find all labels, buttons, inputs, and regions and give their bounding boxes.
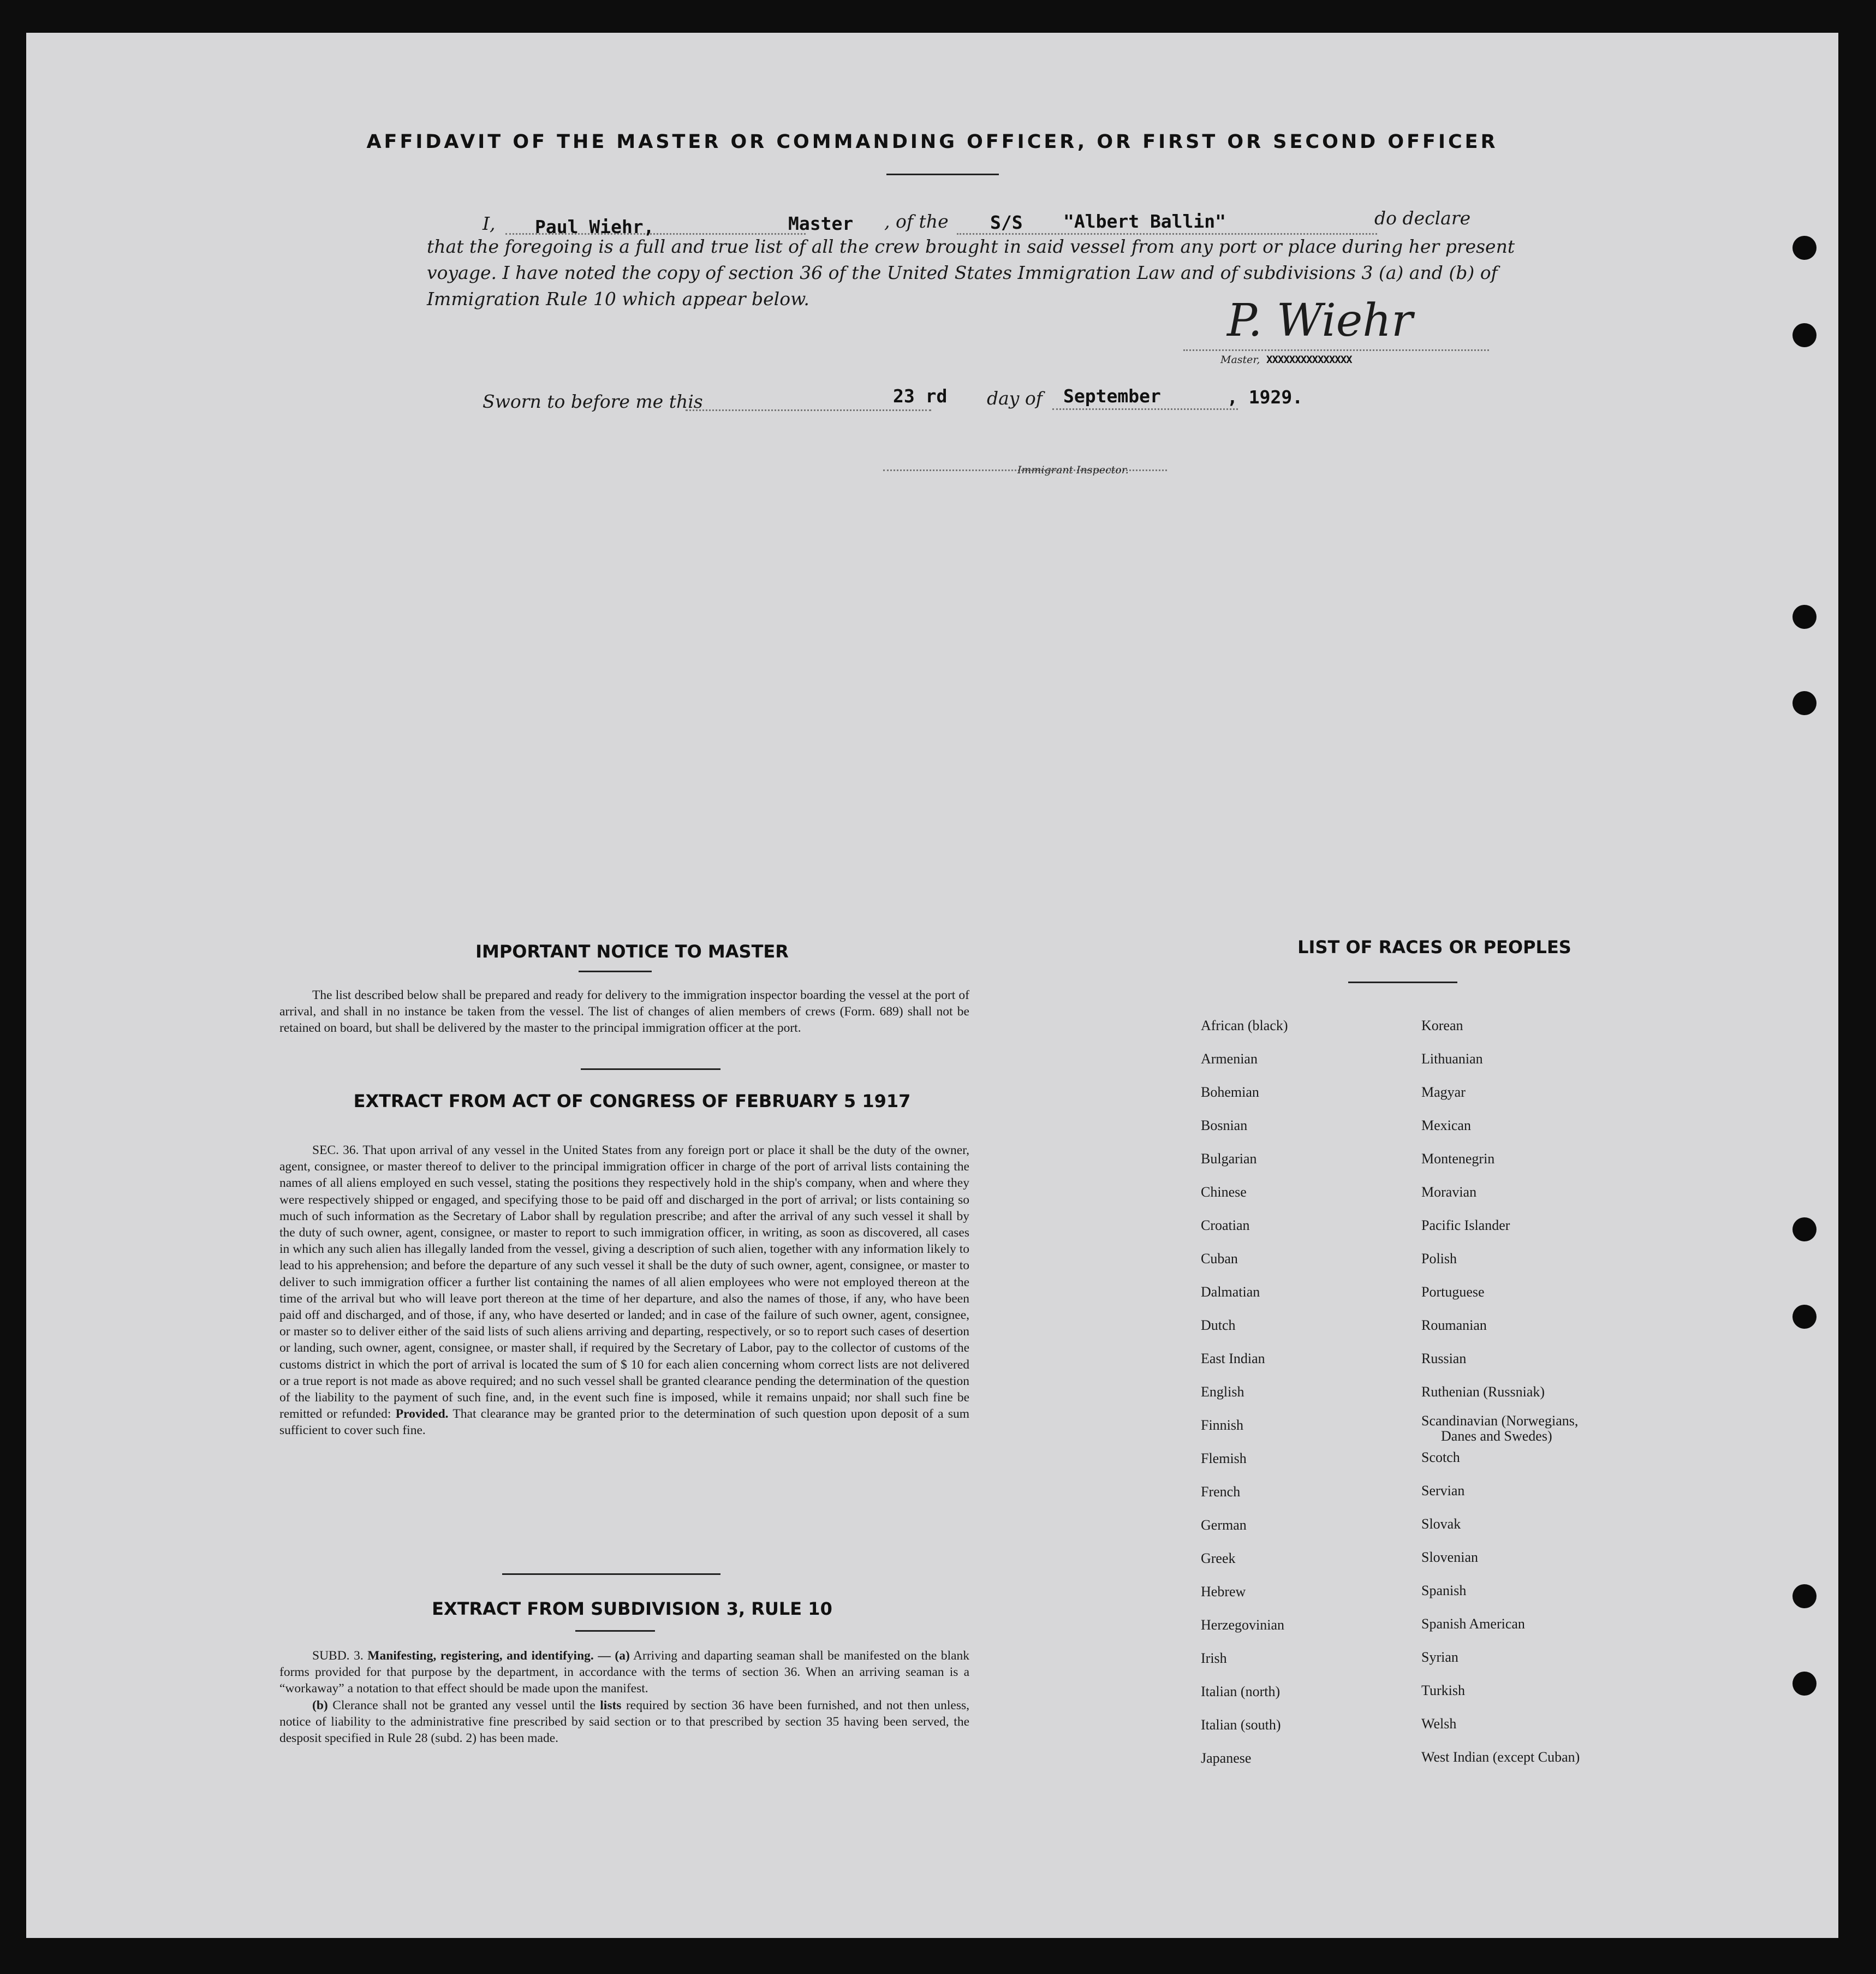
- race-item: Flemish: [1201, 1450, 1247, 1466]
- race-item: Spanish: [1421, 1583, 1467, 1598]
- affidavit-line-2: that the foregoing is a full and true list of all the crew brought in said vessel from any port or place during her present: [427, 236, 1515, 257]
- race-item: Italian (south): [1201, 1717, 1281, 1733]
- race-item: Bosnian: [1201, 1117, 1248, 1133]
- notice-title: IMPORTANT NOTICE TO MASTER: [475, 941, 789, 962]
- punch-hole: [1792, 323, 1817, 347]
- race-item: German: [1201, 1517, 1247, 1533]
- race-item: Welsh: [1421, 1716, 1457, 1732]
- sworn-year: , 1929.: [1227, 387, 1303, 408]
- race-item: Spanish American: [1421, 1616, 1525, 1632]
- punch-hole: [1792, 1672, 1817, 1696]
- rule10-title: EXTRACT FROM SUBDIVISION 3, RULE 10: [432, 1598, 832, 1619]
- race-item: East Indian: [1201, 1351, 1265, 1366]
- race-item: Danes and Swedes): [1441, 1428, 1552, 1444]
- punch-hole: [1792, 691, 1817, 715]
- race-item: Roumanian: [1421, 1317, 1487, 1333]
- rule10-text: SUBD. 3. Manifesting, registering, and identifying. — (a) Arriving and daparting seaman shall be manifested on the blank forms provided for that purpose by the department, in accordance with the terms of section 36. When an arriving seaman is a “workaway” a notation to that effect should be made upon the manifest. (b) Clerance shall not be granted any vessel until the lists required by section 36 have been furnished, and not then unless, notice of liability to the administrative fine prescribed by said section or to that prescribed by section 35 having been served, the desposit specified in Rule 28 (subd. 2) has been made.: [279, 1649, 970, 1746]
- notice-text: The list described below shall be prepared and ready for delivery to the immigration inspector boarding the vessel at the port of arrival, and shall in no instance be taken from the vessel. The list of changes of alien members of crews (Form. 689) shall not be retained on board, but shall be delivered by the master to the principal immigration officer at the port.: [279, 988, 969, 1036]
- race-item: Mexican: [1421, 1117, 1471, 1133]
- race-item: African (black): [1201, 1018, 1288, 1033]
- affidavit-line-3: voyage. I have noted the copy of section 36 of the United States Immigration Law and of subdivisions 3 (a) and (b) of: [427, 262, 1498, 283]
- race-item: Cuban: [1201, 1251, 1238, 1267]
- race-item: Polish: [1421, 1251, 1457, 1267]
- section-divider: [502, 1573, 720, 1575]
- race-item: Portuguese: [1421, 1284, 1485, 1300]
- day-of-label: day of: [987, 388, 1043, 409]
- master-name: Paul Wiehr,: [535, 216, 654, 237]
- master-rank: Master: [788, 213, 854, 234]
- punch-hole: [1792, 236, 1817, 260]
- race-item: French: [1201, 1484, 1241, 1500]
- title-divider: [886, 174, 999, 175]
- race-item: Greek: [1201, 1550, 1236, 1566]
- punch-hole: [1792, 1217, 1817, 1241]
- race-item: Armenian: [1201, 1051, 1258, 1067]
- race-item: Italian (north): [1201, 1684, 1281, 1699]
- master-label: Master,: [1220, 354, 1260, 366]
- inspector-label: Immigrant Inspector.: [1017, 464, 1129, 476]
- race-item: Scotch: [1421, 1449, 1460, 1465]
- race-item: Bohemian: [1201, 1084, 1259, 1100]
- affidavit-title: AFFIDAVIT OF THE MASTER OR COMMANDING OFFICER, OR FIRST OR SECOND OFFICER: [366, 131, 1498, 153]
- race-item: Russian: [1421, 1351, 1467, 1366]
- race-item: Pacific Islander: [1421, 1217, 1510, 1233]
- master-signature: P. Wiehr: [1227, 295, 1413, 347]
- race-item: Moravian: [1421, 1184, 1477, 1200]
- race-item: Croatian: [1201, 1217, 1250, 1233]
- punch-hole: [1792, 605, 1817, 629]
- section-divider: [581, 1068, 720, 1070]
- sworn-day: 23 rd: [893, 385, 948, 407]
- race-item: West Indian (except Cuban): [1421, 1749, 1580, 1765]
- struck-out-text: XXXXXXXXXXXXXXX: [1266, 354, 1352, 366]
- race-item: English: [1201, 1384, 1244, 1400]
- race-item: Finnish: [1201, 1417, 1244, 1433]
- race-item: Slovenian: [1421, 1549, 1478, 1565]
- race-item: Syrian: [1421, 1649, 1458, 1665]
- race-item: Slovak: [1421, 1516, 1461, 1532]
- sworn-month: September: [1063, 385, 1161, 407]
- race-item: Bulgarian: [1201, 1151, 1257, 1167]
- race-item: Hebrew: [1201, 1584, 1246, 1600]
- act-text: SEC. 36. That upon arrival of any vessel in the United States from any foreign port or place it shall be the duty of the owner, agent, consignee, or master thereof to deliver to the principal immigration officer in charge of the port of arrival lists containing the names of all aliens employed en such vessel, stating the positions they respectively hold in the ship's company, when and where they were respectively shipped or engaged, and specifying those to be paid off and discharged in the port of arrival; or lists containing so much of such information as the Secretary of Labor shall by regulation prescribe; and after the arrival of any such vessel it shall by the duty of such owner, agent, consignee, or master to report to such immigration officer, in writing, as soon as discovered, all cases in which any such alien has illegally landed from the vessel, giving a description of such alien, together with any information likely to lead to his apprehension; and before the departure of any such vessel it shall be the duty of such owner, agent, consignee, or master to deliver to such immigration officer a further list containing the names of all alien employees who were not employed thereon at the time of the arrival but who will leave port thereon at the time of her departure, and also the names of those, if any, who have been paid off and discharged, and of those, if any, who have deserted or landed; and in case of the failure of such owner, agent, consignee, or master so to deliver either of the said lists of such aliens arriving and departing, respectively, or so to report such cases of desertion or landing, such owner, agent, consignee, or master shall, if required by the Secretary of Labor, pay to the collector of customs of the customs district in which the port of arrival is located the sum of $ 10 for each alien concerning whom correct lists are not delivered or a true report is not made as above required; and no such vessel shall be granted clearance pending the determination of the question of the liability to the payment of such fine, and, in the event such fine is imposed, while it remains unpaid; nor shall such fine be remitted or refunded: Provided. That clearance may be granted prior to the determination of such question upon deposit of a sum sufficient to cover such fine.: [279, 1143, 970, 1438]
- vessel-prefix: S/S: [990, 212, 1023, 233]
- sworn-label: Sworn to before me this: [483, 391, 703, 412]
- race-item: Dutch: [1201, 1317, 1236, 1333]
- race-item: Scandinavian (Norwegians,: [1421, 1413, 1579, 1429]
- punch-hole: [1792, 1584, 1817, 1608]
- race-item: Montenegrin: [1421, 1151, 1495, 1167]
- i-label: I,: [483, 213, 496, 234]
- race-item: Magyar: [1421, 1084, 1466, 1100]
- race-item: Servian: [1421, 1483, 1465, 1499]
- rule10-divider: [575, 1630, 655, 1632]
- race-item: Japanese: [1201, 1750, 1252, 1766]
- race-item: Irish: [1201, 1650, 1227, 1666]
- races-title: LIST OF RACES OR PEOPLES: [1297, 937, 1571, 958]
- race-item: Lithuanian: [1421, 1051, 1483, 1067]
- races-divider: [1348, 982, 1457, 983]
- race-item: Dalmatian: [1201, 1284, 1260, 1300]
- race-item: Herzegovinian: [1201, 1617, 1285, 1633]
- race-item: Ruthenian (Russniak): [1421, 1384, 1545, 1400]
- affidavit-line-4: Immigration Rule 10 which appear below.: [427, 288, 809, 310]
- do-declare-label: do declare: [1374, 207, 1471, 229]
- notice-divider: [579, 971, 652, 972]
- race-item: Chinese: [1201, 1184, 1247, 1200]
- act-title: EXTRACT FROM ACT OF CONGRESS OF FEBRUARY 5 1917: [353, 1091, 911, 1111]
- of-the-label: , of the: [884, 211, 949, 232]
- punch-hole: [1792, 1305, 1817, 1329]
- race-item: Turkish: [1421, 1682, 1465, 1698]
- vessel-name: "Albert Ballin": [1063, 211, 1226, 232]
- race-item: Korean: [1421, 1018, 1463, 1033]
- document-page: [26, 33, 1838, 1938]
